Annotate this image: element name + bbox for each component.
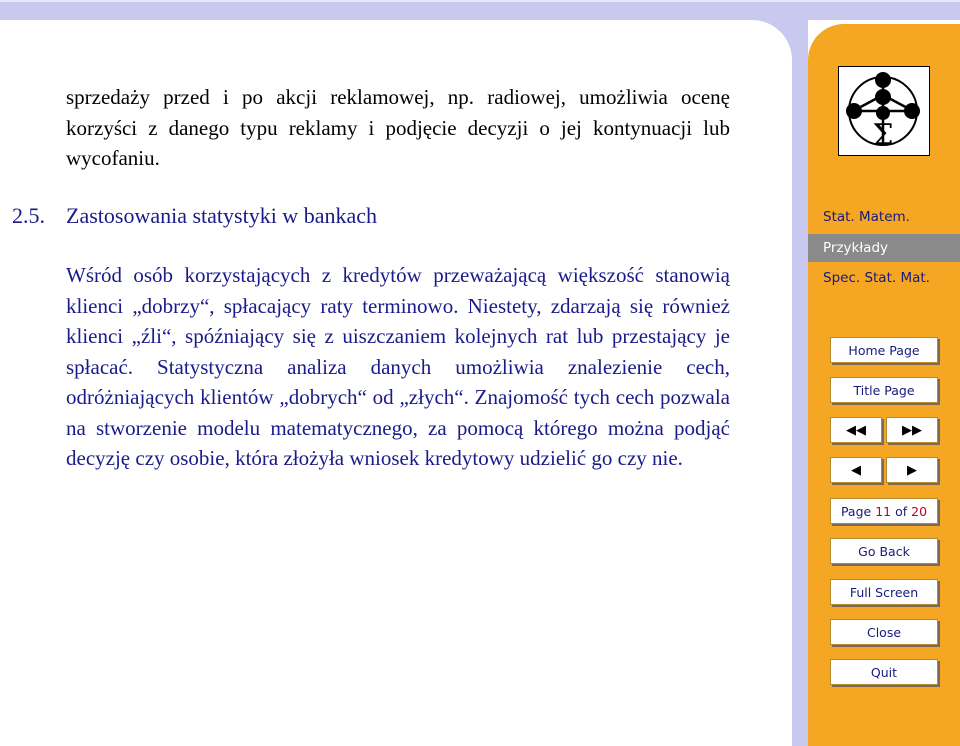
total-page-number: 20 [911,504,928,519]
close-button[interactable]: Close [830,619,938,645]
first-page-button[interactable]: ◀◀ [830,417,882,443]
paragraph-banking: Wśród osób korzystających z kredytów przeważającą większość stanowią klienci „dobrzy“, spłacający raty terminowo. Niestety, zdarzają się również klienci „źli“, spóźniający się z uiszczaniem kolejnych rat lub przestający je spłacać. Statystyczna analiza danych umożliwia znalezienie cech, odróżniających klientów „dobrych“ od „złych“. Znajomość tych cech pozwala na stworzenie modelu matematycznego, za pomocą którego można podjąć decyzję czy osobie, która złożyła wniosek kredytowy udzielić go czy nie. [66,263,730,470]
nav-spec-stat-mat[interactable]: Spec. Stat. Mat. [823,270,930,286]
logo [838,66,930,156]
sidebar-panel [808,24,960,746]
current-page-number: 11 [875,504,892,519]
sigma-symbol: Σ [872,118,894,153]
paragraph-advertising: sprzedaży przed i po akcji reklamowej, np. radiowej, umożliwia ocenę korzyści z danego typu reklamy i podjęcie decyzji o jej kontynuacji lub wycofaniu. [66,85,730,170]
quit-button[interactable]: Quit [830,659,938,685]
navigation-sidebar [808,20,960,746]
section-title: Zastosowania statystyki w bankach [66,203,377,228]
title-page-button[interactable]: Title Page [830,377,938,403]
last-page-button[interactable]: ▶▶ [886,417,938,443]
nav-przyklady[interactable]: Przykłady [808,234,960,262]
page-of: of [895,504,908,519]
nav-stat-matem[interactable]: Stat. Matem. [823,209,910,225]
home-page-button[interactable]: Home Page [830,337,938,363]
full-screen-button[interactable]: Full Screen [830,579,938,605]
document-page [0,20,792,746]
page-prefix: Page [840,504,872,519]
next-page-button[interactable]: ▶ [886,457,938,483]
page-indicator [830,498,938,524]
prev-page-button[interactable]: ◀ [830,457,882,483]
section-number: 2.5. [12,203,45,228]
graph-logo-icon [839,67,928,154]
top-border [0,0,960,2]
go-back-button[interactable]: Go Back [830,538,938,564]
